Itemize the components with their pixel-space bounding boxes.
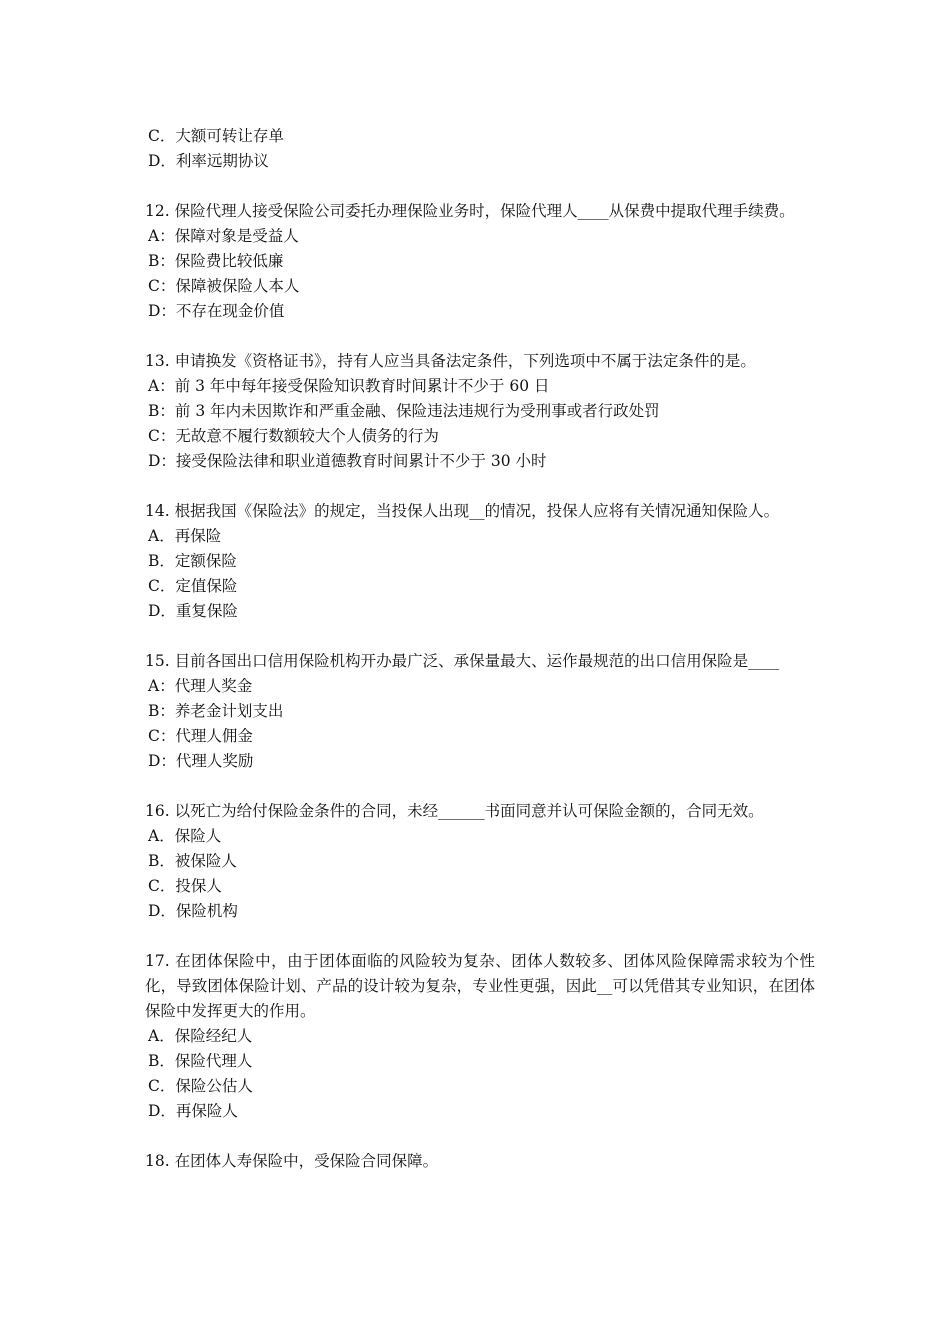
question-stem: 14. 根据我国《保险法》的规定，当投保人出现__的情况，投保人应将有关情况通知保险人。 bbox=[145, 502, 780, 520]
option-d: D：代理人奖励 bbox=[148, 752, 254, 770]
question-stem: 16. 以死亡为给付保险金条件的合同，未经______书面同意并认可保险金额的，合同无效。 bbox=[145, 802, 764, 820]
option-c: C．大额可转让存单 bbox=[148, 127, 284, 145]
question-13 bbox=[145, 349, 815, 474]
option-d: D．重复保险 bbox=[148, 602, 238, 620]
question-12 bbox=[145, 199, 815, 324]
question-stem: 17. 在团体保险中，由于团体面临的风险较为复杂、团体人数较多、团体风险保障需求较为个性化，导致团体保险计划、产品的设计较为复杂，专业性更强，因此__可以凭借其专业知识，在团体保险中发挥更大的作用。 bbox=[145, 952, 815, 1020]
option-c: C．保险公估人 bbox=[148, 1077, 253, 1095]
option-d: D：不存在现金价值 bbox=[148, 302, 285, 320]
leading-options bbox=[145, 124, 815, 174]
question-16 bbox=[145, 799, 815, 924]
question-stem: 18. 在团体人寿保险中，受保险合同保障。 bbox=[145, 1152, 439, 1170]
document-page bbox=[145, 124, 815, 1174]
option-b: B：保险费比较低廉 bbox=[148, 252, 284, 270]
option-c: C：无故意不履行数额较大个人债务的行为 bbox=[148, 427, 439, 445]
option-d: D：接受保险法律和职业道德教育时间累计不少于 30 小时 bbox=[148, 452, 547, 470]
question-stem: 15. 目前各国出口信用保险机构开办最广泛、承保量最大、运作最规范的出口信用保险是____ bbox=[145, 652, 780, 670]
option-b: B：养老金计划支出 bbox=[148, 702, 284, 720]
option-c: C：代理人佣金 bbox=[148, 727, 253, 745]
option-a: A．保险经纪人 bbox=[148, 1027, 253, 1045]
option-d: D．利率远期协议 bbox=[148, 152, 269, 170]
option-c: C．定值保险 bbox=[148, 577, 238, 595]
option-b: B：前 3 年内未因欺诈和严重金融、保险违法违规行为受刑事或者行政处罚 bbox=[148, 402, 660, 420]
question-14 bbox=[145, 499, 815, 624]
option-d: D．保险机构 bbox=[148, 902, 238, 920]
option-b: B．被保险人 bbox=[148, 852, 237, 870]
question-17 bbox=[145, 949, 815, 1124]
option-b: B．保险代理人 bbox=[148, 1052, 253, 1070]
question-18 bbox=[145, 1149, 815, 1174]
option-c: C．投保人 bbox=[148, 877, 222, 895]
option-a: A：代理人奖金 bbox=[148, 677, 253, 695]
option-d: D．再保险人 bbox=[148, 1102, 238, 1120]
question-stem: 13. 申请换发《资格证书》，持有人应当具备法定条件，下列选项中不属于法定条件的是。 bbox=[145, 352, 756, 370]
option-a: A．再保险 bbox=[148, 527, 222, 545]
option-a: A：保障对象是受益人 bbox=[148, 227, 299, 245]
option-b: B．定额保险 bbox=[148, 552, 237, 570]
question-stem: 12. 保险代理人接受保险公司委托办理保险业务时，保险代理人____从保费中提取代理手续费。 bbox=[145, 202, 795, 220]
option-a: A：前 3 年中每年接受保险知识教育时间累计不少于 60 日 bbox=[148, 377, 550, 395]
option-c: C：保障被保险人本人 bbox=[148, 277, 300, 295]
option-a: A．保险人 bbox=[148, 827, 222, 845]
question-15 bbox=[145, 649, 815, 774]
